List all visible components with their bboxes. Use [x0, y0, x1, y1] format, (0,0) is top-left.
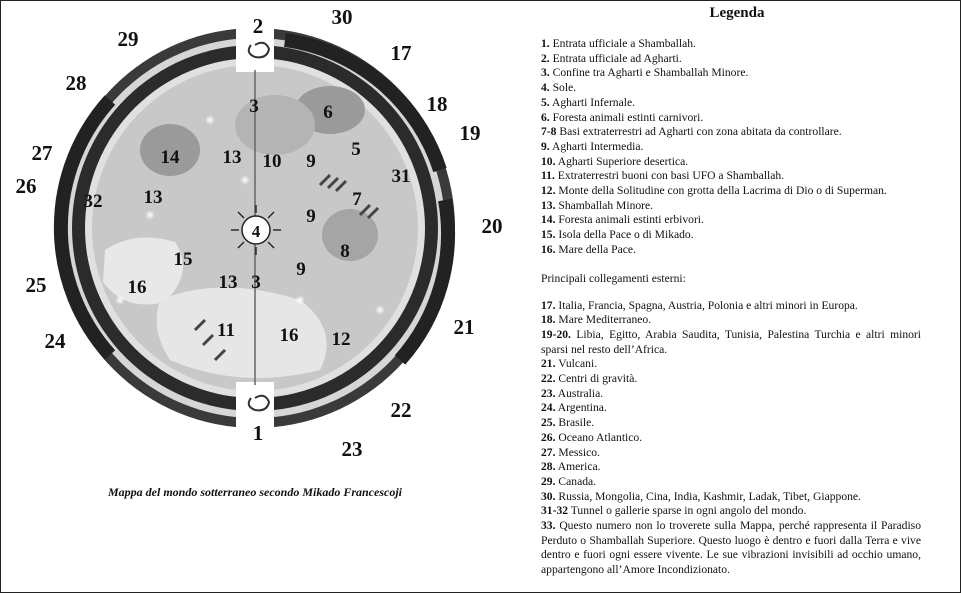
- inner-label: 13: [143, 187, 163, 208]
- inner-label: 9: [296, 259, 306, 280]
- inner-label: 31: [391, 166, 411, 187]
- inner-label: 14: [160, 147, 180, 168]
- outer-label: 19: [459, 121, 481, 145]
- outer-label: 30: [331, 5, 353, 29]
- outer-label: 2: [252, 14, 264, 38]
- legend-entry: 33. Questo numero non lo troverete sulla Mappa, perché rappresenta il Paradiso Perduto o Shamballah Superiore. Questo luogo è dentro e fuori dalla Terra e vive dentro e fuori ogni essere vivente. Le sue vibrazioni invisibili ad occhio umano, appartengono all’Amore Incondizionato.: [541, 519, 921, 577]
- legend-title: Legenda: [709, 5, 765, 21]
- outer-label: 25: [25, 273, 47, 297]
- inner-label: 3: [249, 96, 259, 117]
- legend-entry: 27. Messico.: [541, 445, 600, 459]
- legend-entry: 4. Sole.: [541, 81, 577, 95]
- outer-label: 1: [252, 421, 264, 445]
- legend-entry: 11. Extraterrestri buoni con basi UFO a Shamballah.: [541, 169, 785, 183]
- inner-label: 9: [306, 206, 316, 227]
- legend-entry: 19-20. Libia, Egitto, Arabia Saudita, Tunisia, Palestina Turchia e altri minori sparsi nel resto dell’Africa.: [541, 327, 921, 356]
- inner-label: 32: [83, 191, 103, 212]
- inner-label: 13: [222, 147, 242, 168]
- legend-entry: 15. Isola della Pace o di Mikado.: [541, 228, 694, 242]
- outer-label: 18: [426, 92, 448, 116]
- legend-entry: 12. Monte della Solitudine con grotta della Lacrima di Dio o di Superman.: [541, 184, 887, 198]
- outer-label: 20: [481, 214, 503, 238]
- inner-label: 11: [217, 320, 235, 341]
- outer-label: 28: [65, 71, 87, 95]
- legend-entry: 26. Oceano Atlantico.: [541, 430, 643, 444]
- legend-entry: 16. Mare della Pace.: [541, 242, 636, 256]
- inner-label: 6: [323, 102, 333, 123]
- inner-label: 10: [262, 151, 282, 172]
- legend-entry: 28. America.: [541, 460, 601, 474]
- inner-label: 12: [331, 329, 351, 350]
- outer-label: 23: [341, 437, 363, 461]
- legend-entry: 23. Australia.: [541, 386, 604, 400]
- legend-entry: 1. Entrata ufficiale a Shamballah.: [541, 37, 696, 50]
- legend-entry: 5. Agharti Infernale.: [541, 95, 636, 109]
- outer-label: 21: [453, 315, 475, 339]
- legend-entries: [541, 37, 921, 578]
- outer-label: 26: [15, 174, 37, 198]
- inner-label: 9: [306, 151, 316, 172]
- outer-label: 29: [117, 27, 139, 51]
- outer-label: 27: [31, 141, 53, 165]
- inner-label: 7: [352, 189, 362, 210]
- legend-entry: 2. Entrata ufficiale ad Agharti.: [541, 51, 682, 65]
- inner-label: 16: [279, 325, 299, 346]
- legend-entry: 18. Mare Mediterraneo.: [541, 313, 652, 327]
- legend-entry: 17. Italia, Francia, Spagna, Austria, Polonia e altri minori in Europa.: [541, 298, 858, 312]
- legend-subheading: Principali collegamenti esterni:: [541, 272, 686, 286]
- map-caption: Mappa del mondo sotterraneo secondo Mikado Francescoji: [107, 485, 402, 499]
- legend-entry: 13. Shamballah Minore.: [541, 198, 654, 212]
- inner-label: 3: [251, 272, 261, 293]
- outer-label: 22: [390, 398, 412, 422]
- legend-entry: 9. Agharti Intermedia.: [541, 139, 644, 153]
- legend-entry: 21. Vulcani.: [541, 357, 598, 371]
- legend-entry: 14. Foresta animali estinti erbivori.: [541, 213, 704, 227]
- desert-area: [235, 95, 315, 155]
- legend-entry: 29. Canada.: [541, 474, 597, 488]
- inner-label: 8: [340, 241, 350, 262]
- legend-entry: 10. Agharti Superiore desertica.: [541, 154, 689, 168]
- inner-label: 4: [251, 222, 261, 241]
- legend-entry: 22. Centri di gravità.: [541, 372, 638, 386]
- underworld-map: [0, 0, 530, 470]
- outer-label: 24: [44, 329, 66, 353]
- outer-label: 17: [390, 41, 412, 65]
- legend-entry: 7-8 Basi extraterrestri ad Agharti con zona abitata da controllare.: [541, 125, 842, 139]
- legend-entry: 24. Argentina.: [541, 401, 607, 415]
- legend-entry: 25. Brasile.: [541, 416, 595, 430]
- inner-label: 5: [351, 139, 361, 160]
- legend-entry: 31-32 Tunnel o gallerie sparse in ogni angolo del mondo.: [541, 504, 807, 518]
- inner-label: 15: [173, 249, 193, 270]
- inner-label: 16: [127, 277, 147, 298]
- legend-entry: 3. Confine tra Agharti e Shamballah Minore.: [541, 66, 749, 80]
- legend-entry: 30. Russia, Mongolia, Cina, India, Kashmir, Ladak, Tibet, Giappone.: [541, 489, 861, 503]
- inner-label: 13: [218, 272, 238, 293]
- legend-entry: 6. Foresta animali estinti carnivori.: [541, 110, 704, 124]
